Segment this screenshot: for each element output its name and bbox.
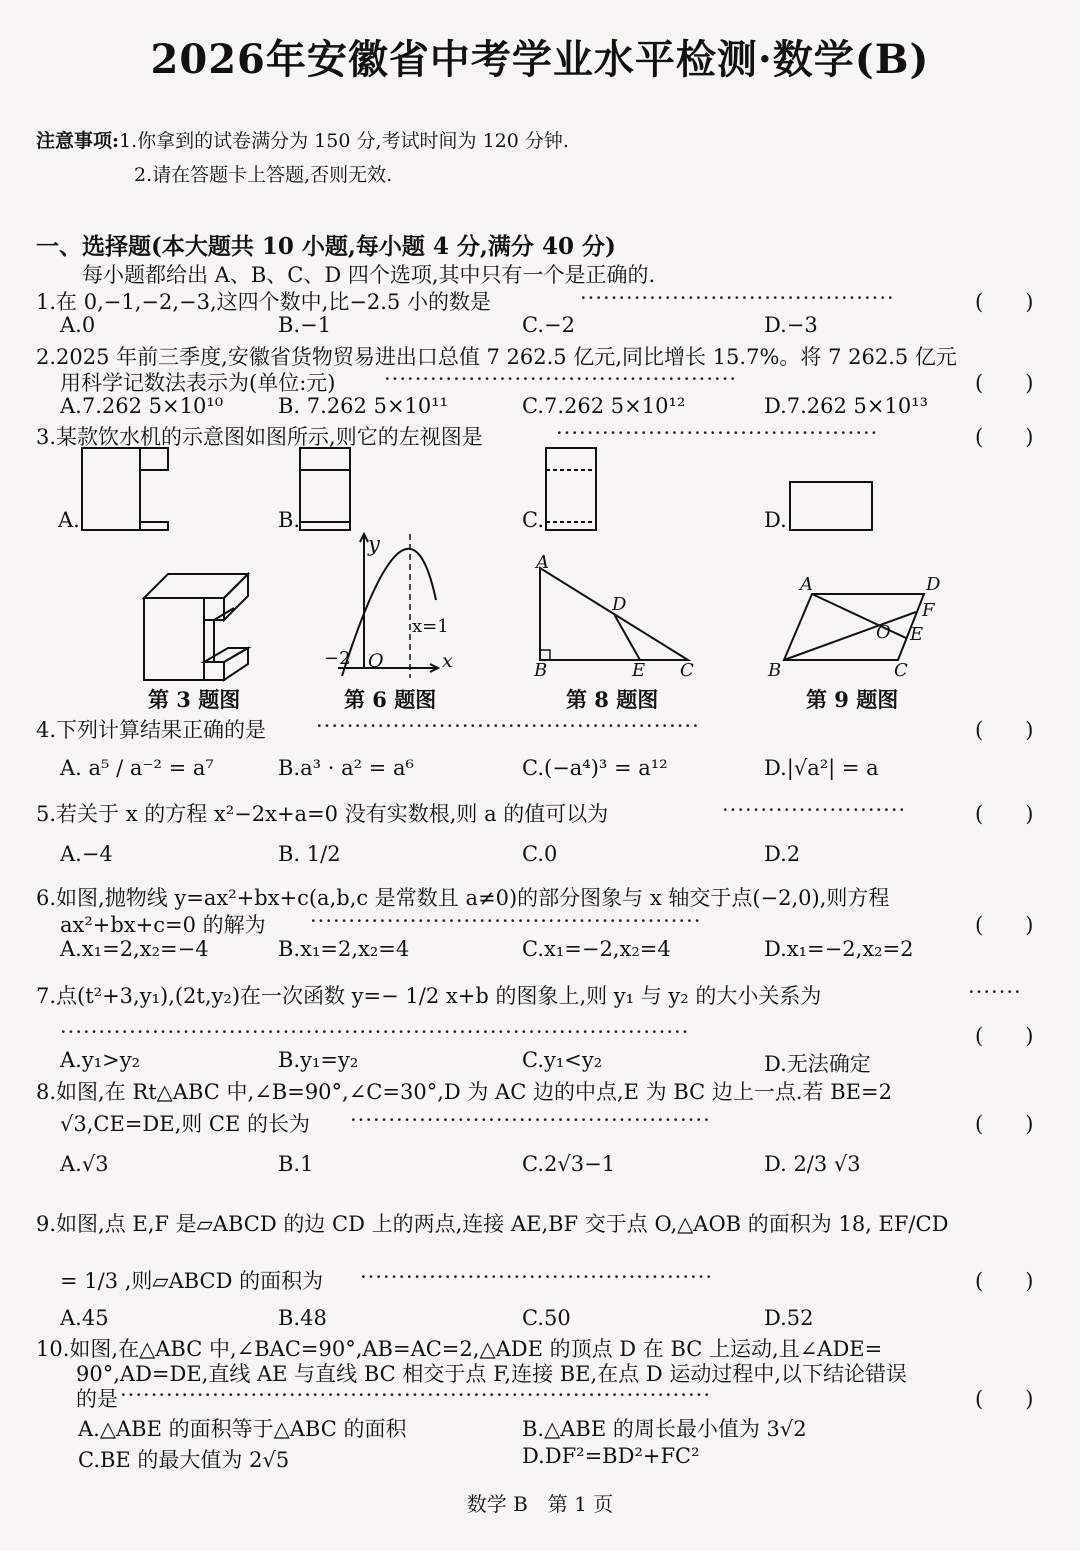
q6-option-b: B.x₁=2,x₂=4: [278, 937, 410, 961]
q2-option-c: C.7.262 5×10¹²: [522, 394, 686, 418]
answer-paren: ( ): [975, 718, 1034, 742]
fig6-symmetry-axis: x=1: [412, 616, 449, 637]
q5-option-d: D.2: [764, 842, 801, 866]
page-title: 2026年安徽省中考学业水平检测·数学(B): [150, 36, 930, 83]
answer-paren: ( ): [975, 290, 1034, 314]
q1-option-b: B.−1: [278, 313, 332, 337]
leader-dots: ·······: [968, 980, 1022, 1004]
fig8-label-a: A: [536, 552, 549, 573]
fig8-label-b: B: [534, 660, 548, 681]
answer-paren: ( ): [975, 425, 1034, 449]
fig9-label-a: A: [800, 574, 813, 595]
q3-option-d-view: [788, 480, 876, 534]
fig6-axis-x: x: [442, 650, 453, 672]
fig6-caption: 第 6 题图: [344, 687, 437, 712]
answer-paren: ( ): [975, 802, 1034, 826]
fig9-caption: 第 9 题图: [806, 687, 899, 712]
answer-paren: ( ): [975, 1024, 1034, 1048]
fig8-label-c: C: [680, 660, 694, 681]
q10-option-a: A.△ABE 的面积等于△ABC 的面积: [78, 1417, 407, 1441]
q4-option-a: A. a⁵ / a⁻² = a⁷: [60, 756, 214, 780]
q7-option-d: D.无法确定: [764, 1052, 871, 1076]
q10-stem-line1: 10.如图,在△ABC 中,∠BAC=90°,AB=AC=2,△ADE 的顶点 D 在 BC 上运动,且∠ADE=: [36, 1337, 883, 1361]
q8-stem-line2: √3,CE=DE,则 CE 的长为: [60, 1112, 311, 1136]
fig6-root-label: −2: [324, 648, 351, 669]
q10-option-d: D.DF²=BD²+FC²: [522, 1444, 700, 1468]
q1-stem: 1.在 0,−1,−2,−3,这四个数中,比−2.5 小的数是: [36, 290, 491, 314]
q10-option-b: B.△ABE 的周长最小值为 3√2: [522, 1417, 807, 1441]
q2-option-a: A.7.262 5×10¹⁰: [60, 394, 224, 418]
note-item-2: 2.请在答题卡上答题,否则无效.: [134, 164, 393, 186]
q2-stem-line2: 用科学记数法表示为(单位:元): [60, 371, 336, 395]
q5-option-c: C.0: [522, 842, 558, 866]
q5-option-a: A.−4: [60, 842, 113, 866]
q7-stem-line1: 7.点(t²+3,y₁),(2t,y₂)在一次函数 y=− 1/2 x+b 的图象上,则 y₁ 与 y₂ 的大小关系为: [36, 984, 822, 1008]
q7-option-b: B.y₁=y₂: [278, 1048, 359, 1072]
q10-stem-line2: 90°,AD=DE,直线 AE 与直线 BC 相交于点 F,连接 BE,在点 D 运动过程中,以下结论错误: [76, 1362, 908, 1386]
leader-dots: ·········································: [580, 286, 895, 310]
fig9-label-o: O: [876, 622, 891, 643]
q3-option-a-view: [80, 446, 172, 534]
fig9-label-b: B: [768, 660, 782, 681]
q4-option-d: D.|√a²| = a: [764, 756, 879, 780]
section-instruction: 每小题都给出 A、B、C、D 四个选项,其中只有一个是正确的.: [82, 263, 656, 287]
leader-dots: ···················································: [310, 909, 702, 933]
leader-dots: ··········································: [556, 421, 879, 445]
leader-dots: ··············································: [384, 367, 738, 391]
q6-stem-line2: ax²+bx+c=0 的解为: [60, 913, 266, 937]
fig8-label-e: E: [632, 660, 646, 681]
q7-option-a: A.y₁>y₂: [60, 1048, 141, 1072]
leader-dots: ··················································································: [60, 1020, 690, 1044]
q10-stem-line3: 的是: [76, 1387, 118, 1411]
q3-option-b: B.: [278, 508, 301, 532]
q3-option-b-view: [298, 446, 354, 534]
q4-option-c: C.(−a⁴)³ = a¹²: [522, 756, 668, 780]
q5-option-b: B. 1/2: [278, 842, 341, 866]
q2-stem-line1: 2.2025 年前三季度,安徽省货物贸易进出口总值 7 262.5 亿元,同比增长 15.7%。将 7 262.5 亿元: [36, 345, 957, 369]
q3-stem: 3.某款饮水机的示意图如图所示,则它的左视图是: [36, 425, 483, 449]
answer-paren: ( ): [975, 1112, 1034, 1136]
leader-dots: ··················································: [316, 714, 700, 738]
q9-stem-line1: 9.如图,点 E,F 是▱ABCD 的边 CD 上的两点,连接 AE,BF 交于点 O,△AOB 的面积为 18, EF/CD: [36, 1212, 949, 1236]
fig3-caption: 第 3 题图: [148, 687, 241, 712]
fig9-label-e: E: [910, 624, 924, 645]
q2-option-b: B. 7.262 5×10¹¹: [278, 394, 449, 418]
leader-dots: ·············································································: [120, 1383, 711, 1407]
q8-option-b: B.1: [278, 1152, 314, 1176]
q8-option-c: C.2√3−1: [522, 1152, 616, 1176]
q8-stem-line1: 8.如图,在 Rt△ABC 中,∠B=90°,∠C=30°,D 为 AC 边的中点,E 为 BC 边上一点.若 BE=2: [36, 1080, 892, 1104]
fig6-axis-y: y: [368, 532, 380, 556]
notes-label: 注意事项:: [36, 130, 120, 152]
fig8-label-d: D: [612, 594, 627, 615]
answer-paren: ( ): [975, 1387, 1034, 1411]
fig3-dispenser-diagram: [138, 568, 258, 688]
q8-option-d: D. 2/3 √3: [764, 1152, 861, 1176]
q1-option-d: D.−3: [764, 313, 818, 337]
answer-paren: ( ): [975, 371, 1034, 395]
q9-option-b: B.48: [278, 1306, 327, 1330]
q10-option-c: C.BE 的最大值为 2√5: [78, 1448, 290, 1472]
q3-option-d: D.: [764, 508, 787, 532]
q9-option-d: D.52: [764, 1306, 814, 1330]
q3-option-c: C.: [522, 508, 544, 532]
q9-option-a: A.45: [60, 1306, 109, 1330]
fig9-label-d: D: [926, 574, 941, 595]
q7-option-c: C.y₁<y₂: [522, 1048, 603, 1072]
q9-option-c: C.50: [522, 1306, 571, 1330]
q6-option-c: C.x₁=−2,x₂=4: [522, 937, 671, 961]
q8-option-a: A.√3: [60, 1152, 109, 1176]
fig6-origin: O: [368, 650, 384, 672]
fig9-label-f: F: [922, 600, 935, 621]
leader-dots: ···············································: [350, 1108, 711, 1132]
q4-option-b: B.a³ · a² = a⁶: [278, 756, 414, 780]
leader-dots: ························: [722, 798, 907, 822]
fig9-label-c: C: [894, 660, 908, 681]
page-footer: 数学 B 第 1 页: [466, 1492, 614, 1516]
q4-stem: 4.下列计算结果正确的是: [36, 718, 267, 742]
q2-option-d: D.7.262 5×10¹³: [764, 394, 929, 418]
q5-stem: 5.若关于 x 的方程 x²−2x+a=0 没有实数根,则 a 的值可以为: [36, 802, 609, 826]
q3-option-a: A.: [58, 508, 80, 532]
q1-option-a: A.0: [60, 313, 96, 337]
q1-option-c: C.−2: [522, 313, 575, 337]
answer-paren: ( ): [975, 1269, 1034, 1293]
notes-line-1: [36, 126, 569, 153]
q6-option-a: A.x₁=2,x₂=−4: [60, 937, 209, 961]
q6-option-d: D.x₁=−2,x₂=2: [764, 937, 914, 961]
leader-dots: ··············································: [360, 1265, 714, 1289]
q6-stem-line1: 6.如图,抛物线 y=ax²+bx+c(a,b,c 是常数且 a≠0)的部分图象与 x 轴交于点(−2,0),则方程: [36, 886, 890, 910]
q3-option-c-view: [544, 446, 600, 534]
note-item-1: 1.你拿到的试卷满分为 150 分,考试时间为 120 分钟.: [119, 130, 569, 152]
q9-stem-line2: = 1/3 ,则▱ABCD 的面积为: [60, 1269, 324, 1293]
fig8-caption: 第 8 题图: [566, 687, 659, 712]
section-heading: 一、选择题(本大题共 10 小题,每小题 4 分,满分 40 分): [36, 233, 616, 260]
answer-paren: ( ): [975, 913, 1034, 937]
